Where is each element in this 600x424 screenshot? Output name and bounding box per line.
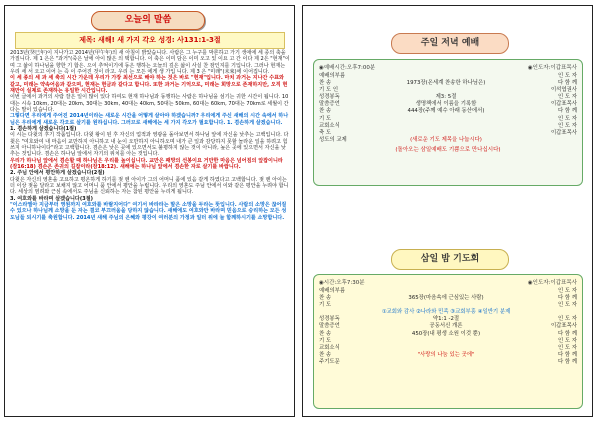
sermon-paragraph: 이 시는 다윗의 후기 작품입니다. 다윗 왕이 된 후 자신의 업적과 영광을 돌아보면서 하나님 앞에 자신을 낮추는 고백입니다. 다윗은 "여호와여 내 마음이 교만하지 아니하고 내 눈이 오만하지 아니하오며 내가 큰 일과 감당하지 못할 놀라운 일을 하려고 힘쓰지 아니하나이다"라고 고백합니다. 겸손은 낮은 곳에 있으면서도 불평하지 않는 것이 아니라, 높은 곳에 있으면서 자신을 낮추는 것입니다. 겸손은 하나님 앞에서 자기의 위치를 아는 것입니다. (10, 132, 289, 158)
order-row (319, 338, 577, 345)
order-person: 다 함 께 (557, 295, 577, 302)
order-person: 인 도 자 (557, 302, 577, 309)
order-label: 기 도 (319, 115, 332, 122)
order-row (319, 352, 577, 359)
order-content: "사랑의 나눔 있는 곳에" (417, 351, 475, 358)
sermon-paragraph: 3. 여호와를 바라며 살겠습니다(3절) (10, 195, 93, 202)
prayer-time: ◉시간:오후7:30분 (319, 280, 365, 286)
order-person: 이석엽권사 (550, 87, 577, 94)
worship-time: ◉예배시간:오후7:00분 (319, 65, 376, 71)
order-label: 예배의부름 (319, 73, 346, 79)
order-content: 444장(주께 예수 아래 동산에서) (407, 108, 485, 115)
order-person: 인 도 자 (557, 288, 577, 294)
order-label: 예배의부름 (319, 288, 346, 294)
worship-title: 주일 저녁 예배 (391, 33, 509, 54)
order-row (319, 295, 577, 302)
prayer-order-box (313, 274, 583, 409)
order-person: 다 함 께 (557, 358, 577, 365)
order-label: 찬 송 (319, 108, 332, 115)
sermon-paragraph: 다윗은 자신의 영혼을 고요하고 평온하게 하기를 젖 뗀 아이가 그의 어머니 품에 있음 같게 하였다고 고백합니다. 젖 뗀 아이는 더 이상 젖을 달라고 보채지 않고 어머니 품 안에서 평안을 누립니다. 우리의 영혼도 주님 안에서 이와 같은 평안을 누려야 합니다. 세상의 염려와 근심 속에서도 주님을 신뢰하는 자는 참된 평안을 누리게 됩니다. (10, 176, 289, 196)
order-content (363, 338, 529, 345)
order-label: 찬 송 (319, 80, 332, 87)
order-label: 찬 송 (319, 295, 332, 302)
order-person: 인 도 자 (557, 337, 577, 344)
order-person: 다 함 께 (557, 108, 577, 115)
order-label: 성경봉독 (319, 316, 340, 323)
order-content: 1973장(온세계 찬송한 하나님은) (406, 80, 486, 87)
prayer-rows (319, 288, 577, 366)
order-content (363, 359, 529, 366)
order-label: 주기도문 (319, 358, 340, 365)
worship-leader: ◉인도자:이갑표목사 (527, 65, 577, 71)
order-person: 다 함 께 (557, 330, 577, 337)
order-page (302, 5, 593, 417)
sermon-paragraph: "이스라엘아 지금부터 영원까지 여호와를 바랄지어다" 여기서 바라라는 말은 소망을 두라는 뜻입니다. 사람의 소망은 끊어질 수 있으나 하나님께 소망을 둔 자는 결코 부끄러움을 당하지 않습니다. 새해에도 여호와만 바라며 믿음으로 승리하는 모든 성도님들 되시기를 축원합니다. 2014년 새해 주님의 은혜와 평강이 여러분의 가정과 일터 위에 늘 함께하시기를 소망합니다. (10, 201, 287, 221)
order-person: 인 도 자 (557, 344, 577, 351)
order-content (363, 116, 529, 123)
order-content: 365장(마음속에 근심있는 사람) (408, 295, 484, 302)
order-label: 성경봉독 (319, 94, 340, 101)
order-person: 이갑표목사 (550, 129, 577, 136)
sermon-title: 오늘의 말씀 (91, 11, 205, 30)
order-person: 인 도 자 (557, 122, 577, 129)
order-label: 교회소식 (319, 344, 340, 351)
order-person: 다 함 께 (557, 80, 577, 87)
order-content (363, 123, 529, 130)
order-content (363, 130, 529, 137)
order-content: 생명책에서 이름을 기록함 (415, 101, 477, 108)
sermon-page (4, 5, 295, 417)
order-person: 인 도 자 (557, 94, 577, 101)
sermon-paragraph: 그렇다면 우리에게 주어진 2014년이라는 새로운 시간을 어떻게 살아야 하겠습니까? 우리에게 주신 새해의 시간 속에서 하나님은 우리에게 새로운 각오로 살기를 원하십니다. 그러므로 새해에는 세 가지 각오가 필요합니다. 1. 겸손하게 살겠습니다. (10, 113, 289, 126)
order-content: (새로운 기도 제목을 나눕시다) (410, 136, 482, 143)
prayer-leader: ◉인도자:이갑표목사 (527, 280, 577, 286)
order-content: 제3: 5절 (435, 94, 457, 101)
order-person (529, 137, 577, 144)
sermon-paragraph: 1. 겸손하게 살겠습니다(1절) (10, 125, 77, 132)
order-label: 찬 송 (319, 351, 332, 358)
sermon-paragraph: 2013년(癸巳年)이 지나가고 2014년(甲午年)의 새 아침이 밝았습니다. 사람은 그 누구를 막론하고 가기 생애에 세 종의 축을 가질니다. 제 1 은은 "과거"(죽은 날에 아이 많은 의 택합니다. 이 축은 이미 담은 이미 오고 있 이요 고 간 이다 제 2은 "현재"이 며 그 삶이 하나님을 향한 기 합은. 으이 추억이기에 동은 행하는 오늘의 깊은 삶이 사실 찬 잠인지를 기입니다. 그러나 현재는 우리 세 서 오고 이어 는 즉 이 주어진 것이 라고. 우리 는 모든 에게 생 가입 니다. 제 3 은 "미래"(未來)에 이어집니다. (10, 50, 290, 75)
order-content: 공동서신 개론 (429, 323, 463, 330)
sermon-paragraph: 2. 주님 안에서 평안하게 살겠습니다(2절) (10, 170, 105, 177)
order-row (319, 137, 577, 144)
order-content: ①교회와 감사 ②나라와 민족 ③교회부흥 ④일반기 분제 (381, 309, 511, 316)
order-row (319, 116, 577, 123)
order-label: 기 도 (319, 302, 332, 309)
order-label: 성도의 교제 (319, 136, 347, 143)
worship-note: (돌아오는 삼일예배도 기쁨으로 만나십시다) (395, 146, 501, 153)
order-content: 약1:1 -2절 (432, 316, 460, 323)
order-label: 기 도 (319, 337, 332, 344)
sermon-verse: 제목: 새해! 새 가지 각오 성경: 사131:1-3절 (15, 32, 285, 49)
worship-order-box (313, 59, 583, 186)
order-row (319, 130, 577, 137)
sermon-paragraph: 이 세 종의 세 과 세 축의 시간 가운데 우리가 가장 최선으로 해야 하는 것은 바로 "현재"입니다. 마치 과거는 지나간 수표와 같고, 미래는 약속어음과 같으며, 현재는 현금과 같다고 합니다. 또한 과거는 기억으로, 미래는 희망으로 존재하지만, 오직 현재만이 실제로 존재하는 유일한 시간입니다. (10, 75, 288, 94)
order-content (363, 345, 529, 352)
sermon-body (10, 50, 290, 221)
order-row (319, 331, 577, 338)
order-person: 인 도 자 (557, 115, 577, 122)
order-person: 인 도 자 (557, 316, 577, 323)
order-row (319, 359, 577, 366)
order-label: 말씀증언 (319, 101, 340, 108)
order-row (319, 123, 577, 130)
prayer-title: 삼일 밤 기도회 (391, 249, 509, 270)
order-person: 다 함 께 (557, 351, 577, 358)
order-label: 말씀증언 (319, 323, 340, 330)
order-row (319, 108, 577, 115)
order-row (319, 80, 577, 87)
order-row (319, 345, 577, 352)
order-label: 축 도 (319, 129, 332, 136)
worship-rows (319, 73, 577, 144)
prayer-header (319, 278, 577, 286)
order-label: 기 도 인 (319, 87, 339, 94)
order-content: 450장(내 평생 소원 이것 뿐) (411, 330, 481, 337)
sermon-paragraph: 우리가 하나님 앞에서 겸손할 때 하나님은 우리를 높이십니다. 교만은 패망의 선봉이요 거만한 마음은 넘어짐의 앞잡이니라(잠16:18) 겸손은 존귀의 길잡이라(잠18:12). 새해에는 하나님 앞에서 겸손한 자로 살기를 바랍니다. (10, 157, 283, 170)
order-person: 인 도 자 (557, 73, 577, 79)
order-label: 교회소식 (319, 122, 340, 129)
order-person: 이갑표목사 (550, 323, 577, 330)
sermon-paragraph: 이번 글에서 과거의 사람 잘은 일이 많이 있다 하여도 현재 하나님과 동행하는 사람은 하나님을 섬기는 귀한 시간이 됩니다. 10대는 시속 10km, 20대는 20km, 30대는 30km, 40대는 40km, 50대는 50km, 60대는 60km, 70대는 70km로 세월이 간다는 말이 있습니다. (10, 94, 289, 113)
order-label: 찬 송 (319, 330, 332, 337)
order-row (319, 323, 577, 330)
worship-header (319, 63, 577, 71)
order-person: 이갑표목사 (550, 101, 577, 108)
